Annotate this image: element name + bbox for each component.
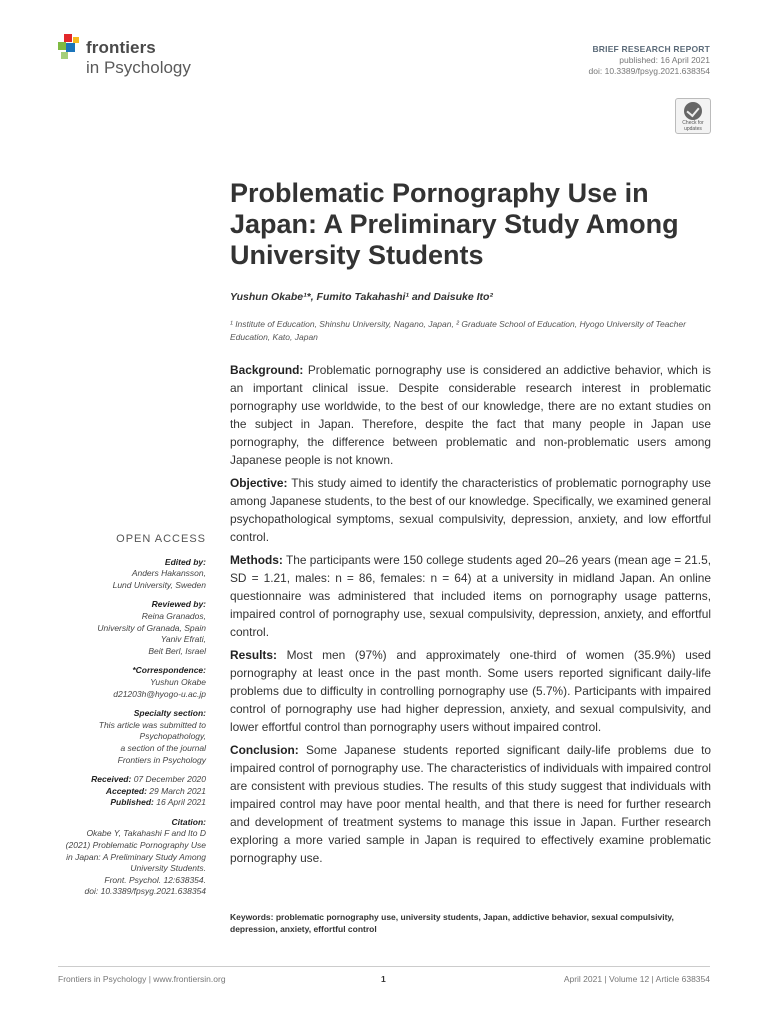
citation-doi-link[interactable]: doi: 10.3389/fpsyg.2021.638354	[84, 886, 206, 897]
check-updates-line1: Check for	[682, 120, 704, 126]
footer-divider	[58, 966, 710, 967]
article-title: Problematic Pornography Use in Japan: A Preliminary Study Among University Students	[230, 178, 679, 270]
edited-by: Edited by: Anders Hakansson, Lund University, Sweden	[112, 556, 206, 590]
reviewed-by: Reviewed by: Reina Granados, University of Granada, Spain Yaniv Efrati, Beit Berl, Israel	[97, 599, 206, 656]
page-number: 1	[381, 974, 386, 984]
author-list: Yushun Okabe¹*, Fumito Takahashi¹ and Daisuke Ito²	[230, 291, 493, 303]
abstract-conclusion: Conclusion: Some Japanese students reported significant daily-life problems due to impaired control of pornography use. The characteristics of individuals with impaired control are consistent with previous studies. The results of this study suggest that individuals with impaired control may have poor mental health, and that there is need for further research and development of treatment systems to manage this issue in Japan. Further research exploring a more varied sample in Japan is required to effectively examine problematic pornography use.	[230, 743, 711, 865]
footer-issue-info: April 2021 | Volume 12 | Article 638354	[563, 974, 710, 984]
article-dates: Received: 07 December 2020 Accepted: 29 March 2021 Published: 16 April 2021	[91, 774, 206, 808]
specialty-section: Specialty section: This article was submitted to Psychopathology, a section of the journal Frontiers in Psychology	[98, 708, 206, 765]
frontiers-logo-icon	[58, 34, 82, 64]
check-icon	[684, 102, 702, 120]
correspondence-email-link[interactable]: d21203h@hyogo-u.ac.jp	[113, 688, 206, 699]
citation: Citation: Okabe Y, Takahashi F and Ito D (2021) Problematic Pornography Use in Japan: A Preliminary Study Among University Students. Front. Psychol. 12:638354. doi: 10.3389/fpsyg.2021.638354	[58, 817, 206, 898]
article-header	[589, 44, 710, 77]
doi-link[interactable]: doi: 10.3389/fpsyg.2021.638354	[588, 66, 710, 76]
published-date: published: 16 April 2021	[619, 55, 710, 65]
keywords: Keywords: problematic pornography use, university students, Japan, addictive behavior, sexual compulsivity, depression, anxiety, effortful control	[230, 912, 674, 934]
abstract-results: Results: Most men (97%) and approximately one-third of women (35.9%) used pornography at least once in the past month. Some users reported significant daily-life problems due to difficulty in controlling pornography use (5.7%). Participants with impaired control of pornography use had higher depression, anxiety, and sexual compulsivity, and lower effortful control than pornography users without impaired control.	[230, 648, 711, 734]
affiliations: ¹ Institute of Education, Shinshu University, Nagano, Japan, ² Graduate School of Education, Hyogo University of Teacher Education, Kato, Japan	[230, 319, 686, 342]
abstract-objective: Objective: This study aimed to identify the characteristics of problematic pornography use among Japanese students, to the best of our knowledge. Specifically, we examined general psychopathological symptoms, sexual compulsivity, depression, anxiety, and low effortful control.	[230, 476, 712, 544]
abstract-background: Background: Problematic pornography use is considered an addictive behavior, which is an important clinical issue. Despite considerable research interest in problematic pornography use worldwide, to the best of our knowledge, there are no extant studies on the subject in Japan. Therefore, despite the fact that many people in Japan use pornography, the difference between problematic and non-problematic users among Japanese people is not known.	[230, 363, 711, 467]
footer-journal-link[interactable]: Frontiers in Psychology | www.frontiersin.org	[58, 974, 226, 984]
abstract	[230, 361, 711, 872]
logo-text-journal: in Psychology	[86, 58, 191, 77]
journal-logo	[58, 34, 218, 82]
check-for-updates-button[interactable]	[675, 98, 711, 134]
logo-text-frontiers: frontiers	[86, 38, 156, 57]
article-sidebar	[58, 534, 206, 906]
abstract-methods: Methods: The participants were 150 college students aged 20–26 years (mean age = 21.5, SD = 1.21, males: n = 86, females: n = 64) at a university in midland Japan. An online questionnaire was administered that included items on pornography usage patterns, impaired control of pornography use, sexual compulsivity, depression, anxiety, and effortful control.	[230, 553, 711, 639]
open-access-label: OPEN ACCESS	[116, 533, 206, 545]
article-type: BRIEF RESEARCH REPORT	[592, 44, 710, 54]
check-updates-line2: updates	[684, 125, 702, 132]
correspondence: *Correspondence: Yushun Okabe d21203h@hyogo-u.ac.jp	[58, 665, 206, 700]
